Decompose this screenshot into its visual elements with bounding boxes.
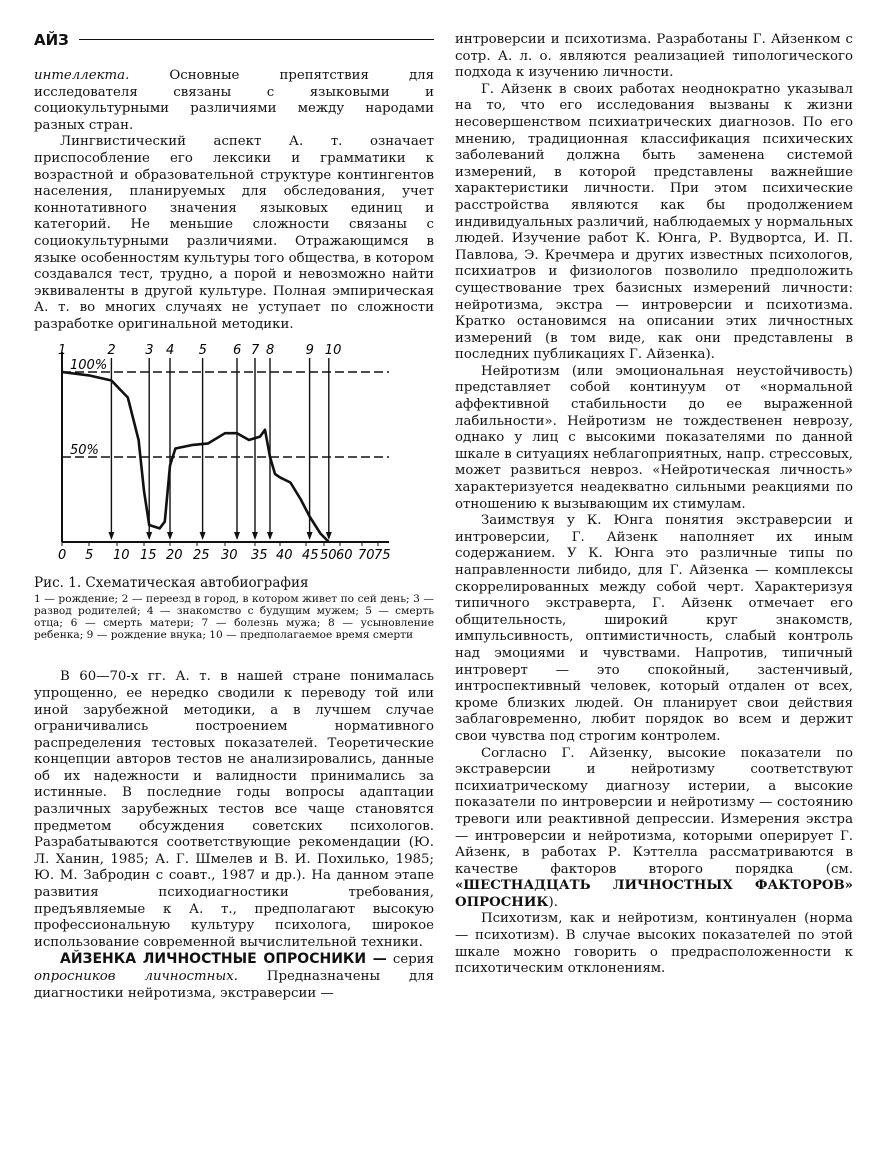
event-label: 9 — [305, 342, 314, 358]
event-arrow — [252, 532, 258, 540]
event-arrow — [234, 532, 240, 540]
event-arrow — [267, 532, 273, 540]
event-label: 7 — [251, 342, 260, 358]
text: Согласно Г. Айзенку, высокие показатели по экстраверсии и нейротизму соответствуют психиатрическому диагнозу истерии, а высокие показатели по интроверсии и нейротизму — состоянию тревоги или реактивной депрессии. Измерения экстра — интроверсии и нейротизма, которыми оперирует Г. Айзенк, в работах Р. Кэттелла рассматриваются в качестве факторов второго порядка (см. — [455, 745, 853, 877]
event-label: 4 — [166, 342, 175, 358]
x-tick-label: 50 — [320, 547, 337, 563]
x-tick-label: 40 — [276, 547, 293, 563]
event-arrow — [146, 532, 152, 540]
paragraph: В 60—70-х гг. А. т. в нашей стране понималась упрощенно, ее нередко сводили к переводу той или иной зарубежной методики, а в лучшем случае ограничивались построением нормативного распределения тестовых показателей. Теоретические концепции авторов тестов не анализировались, данные об их надежности и валидности принимались за истинные. В последние годы вопросы адаптации различных зарубежных тестов все чаще становятся предметом обсуждения советских психологов. Разрабатываются соответствующие рекомендации (Ю. Л. Ханин, 1985; А. Г. Шмелев и В. И. Похилько, 1985; Ю. М. Забродин с соавт., 1987 и др.). На данном этапе развития психодиагностики требования, предъявляемые к А. т., предполагают высокую профессиональную культуру психолога, широкое использование современной вычислительной техники. — [34, 669, 434, 950]
event-arrow — [167, 532, 173, 540]
text: серия — [392, 952, 434, 968]
italic-ref: опросников личностных. — [34, 969, 238, 984]
event-label: 6 — [233, 342, 242, 358]
paragraph: интроверсии и психотизма. Разработаны Г. Айзенком с сотр. А. л. о. являются реализацией типологического подхода к изучению личности. — [455, 32, 853, 81]
x-tick-label: 30 — [221, 547, 238, 563]
x-tick-label: 35 — [251, 547, 268, 563]
x-tick-label: 5 — [85, 547, 94, 563]
event-arrow — [108, 532, 114, 540]
x-tick-label: 45 — [302, 547, 319, 563]
y-tick-label: 100% — [70, 357, 108, 373]
cross-reference: «ШЕСТНАДЦАТЬ ЛИЧНОСТНЫХ ФАКТОРОВ» ОПРОСНИК — [455, 878, 853, 910]
event-arrow — [307, 532, 313, 540]
x-tick-label: 25 — [193, 547, 210, 563]
x-tick-label: 70 — [358, 547, 375, 563]
x-tick-label: 0 — [58, 547, 67, 563]
italic-ref: интеллекта. — [34, 68, 130, 83]
header-rule — [79, 39, 434, 40]
figure-autobiography-chart — [44, 342, 424, 572]
figure-caption: Рис. 1. Схематическая автобиография — [34, 574, 309, 591]
event-label: 8 — [266, 342, 275, 358]
running-head — [34, 30, 434, 50]
event-label: 3 — [145, 342, 154, 358]
event-label: 5 — [198, 342, 207, 358]
event-label: 2 — [107, 342, 116, 358]
event-label: 10 — [324, 342, 342, 358]
x-tick-label: 75 — [374, 547, 391, 563]
chart-svg — [44, 342, 424, 572]
running-head-text: АЙЗ — [34, 31, 69, 49]
x-tick-label: 15 — [140, 547, 157, 563]
text: Основные препятствия для исследователя связаны с языковыми и социокультурными различиями между народами разных стран. — [34, 68, 434, 133]
event-arrow — [200, 532, 206, 540]
paragraph — [34, 68, 434, 134]
paragraph: Заимствуя у К. Юнга понятия экстраверсии и интроверсии, Г. Айзенк наполняет их иным содержанием. У К. Юнга это различные типы по направленности либидо, для Г. Айзенка — комплексы скоррелированных между собой черт. Характеризуя типичного экстраверта, Г. Айзенк отмечает его общительность, широкий круг знакомств, импульсивность, оптимистичность, слабый контроль над эмоциями и чувствами. Напротив, типичный интроверт — это спокойный, застенчивый, интроспективный человек, который отдален от всех, кроме близких людей. Он планирует свои действия заблаговременно, любит порядок во всем и держит свои чувства под строгим контролем. — [455, 513, 853, 744]
x-tick-label: 20 — [166, 547, 183, 563]
right-column — [455, 32, 853, 978]
entry-title: АЙЗЕНКА ЛИЧНОСТНЫЕ ОПРОСНИКИ — — [60, 951, 387, 968]
paragraph: Г. Айзенк в своих работах неоднократно указывал на то, что его исследования вызваны к жизни несовершенством психиатрических диагнозов. По его мнению, традиционная классификация психических заболеваний должна быть заменена системой измерений, в которой представлены важнейшие характеристики личности. При этом психические расстройства являются как бы продолжением индивидуальных различий, наблюдаемых у нормальных людей. Изучение работ К. Юнга, Р. Вудвортса, И. П. Павлова, Э. Кречмера и других известных психологов, психиатров и физиологов позволило предположить существование трех базисных измерений личности: нейротизма, экстра — интроверсии и психотизма. Кратко остановимся на описании этих личностных измерений (в том виде, как они представлены в последних публикациях Г. Айзенка). — [455, 81, 853, 363]
x-tick-label: 60 — [336, 547, 353, 563]
paragraph: Нейротизм (или эмоциональная неустойчивость) представляет собой континуум от «нормальной аффективной стабильности до ее выраженной лабильности». Нейротизм не тождественен неврозу, однако у лиц с высокими показателями по данной шкале в ситуациях неблагоприятных, напр. стрессовых, может развиться невроз. «Нейротическая личность» характеризуется неадекватно сильными реакциями по отношению к вызывающим их стимулам. — [455, 363, 853, 512]
left-column — [34, 68, 434, 1002]
event-label: 1 — [58, 342, 67, 358]
paragraph — [455, 746, 853, 912]
text: ). — [548, 894, 558, 910]
paragraph: Лингвистический аспект А. т. означает приспособление его лексики и грамматики к возрастной и образовательной структуре контингентов населения, планируемых для обследования, учет коннотативного значения языковых единиц и категорий. Не меньшие сложности связаны с социокультурными различиями. Отражающимся в языке особенностям культуры того общества, в котором создавался тест, трудно, а порой и невозможно найти эквиваленты в другой культуре. Полная эмпирическая А. т. во многих случаях не уступает по сложности разработке оригинальной методики. — [34, 134, 434, 332]
figure-legend: 1 — рождение; 2 — переезд в город, в котором живет по сей день; 3 — развод родителей; 4 — знакомство с будущим мужем; 5 — смерть отца; 6 — смерть матери; 7 — болезнь мужа; 8 — усыновление ребенка; 9 — рождение внука; 10 — предполагаемое время смерти — [34, 592, 434, 642]
entry-heading-line — [34, 951, 434, 1002]
y-tick-label: 50% — [70, 442, 99, 458]
text: Предназначены для диагностики нейротизма, экстраверсии — — [34, 969, 435, 1001]
paragraph: Психотизм, как и нейротизм, континуален (норма — психотизм). В случае высоких показателей по этой шкале можно говорить о предрасположенности к психотическим отклонениям. — [455, 911, 853, 977]
x-tick-label: 10 — [113, 547, 130, 563]
